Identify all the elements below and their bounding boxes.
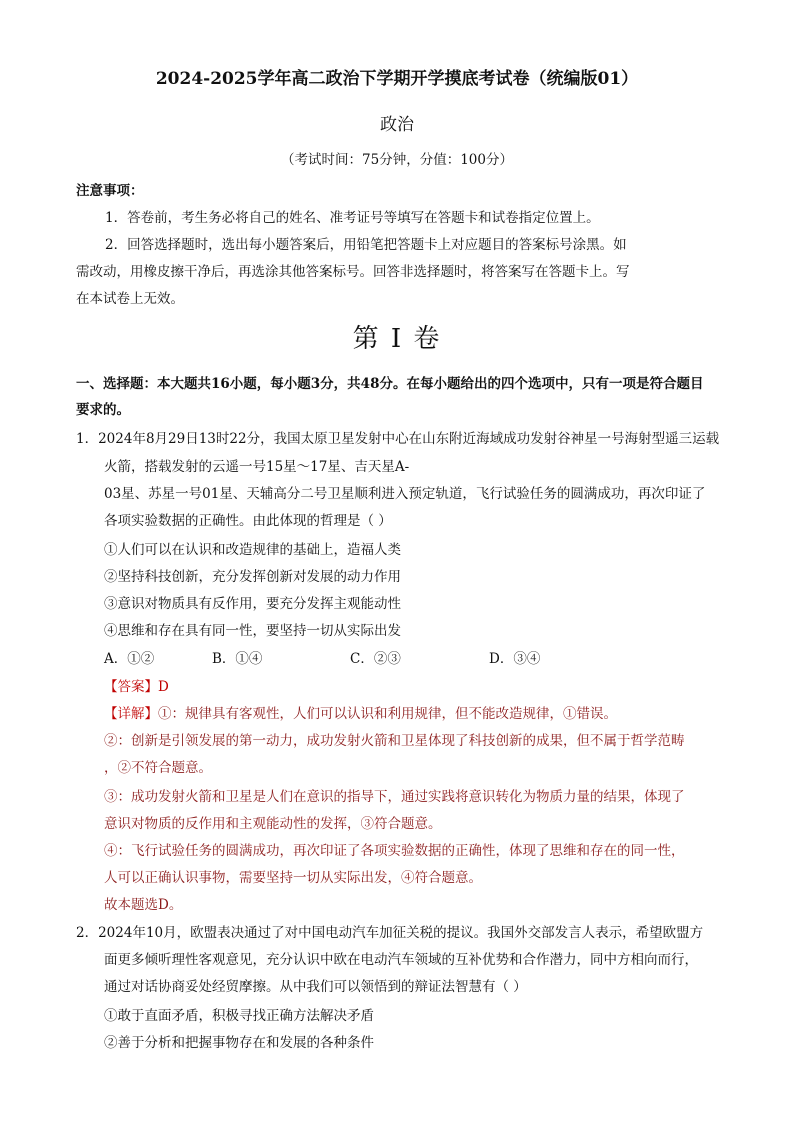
section-1-instruction-line-1: 一、选择题：本大题共16小题，每小题3分，共48分。在每小题给出的四个选项中，只有一项是符合题目: [76, 376, 704, 392]
notes-item-2-line-3: 在本试卷上无效。: [76, 291, 184, 307]
notes-item-2-line-2: 需改动，用橡皮擦干净后，再选涂其他答案标号。回答非选择题时，将答案写在答题卡上。写: [76, 264, 630, 280]
exam-info: （考试时间：75分钟，分值：100分）: [281, 152, 513, 168]
notes-item-1: 1．答卷前，考生务必将自己的姓名、准考证号等填写在答题卡和试卷指定位置上。: [105, 210, 600, 226]
q2-stem-line-3: 通过对话协商妥处经贸摩擦。从中我们可以领悟到的辩证法智慧有（ ）: [104, 979, 527, 995]
q1-statement-3: ③意识对物质具有反作用，要充分发挥主观能动性: [104, 596, 401, 612]
volume-title: 第 I 卷: [352, 324, 442, 354]
q1-option-d: D．③④: [489, 651, 541, 667]
q2-stem-line-1: 2．2024年10月，欧盟表决通过了对中国电动汽车加征关税的提议。我国外交部发言人表示，希望欧盟方: [76, 925, 704, 941]
q1-statement-4: ④思维和存在具有同一性，要坚持一切从实际出发: [104, 623, 401, 639]
q1-detail-point-2-line-2: ，②不符合题意。: [104, 760, 212, 776]
q1-stem-line-3: 03星、苏星一号01星、天辅高分二号卫星顺利进入预定轨道，飞行试验任务的圆满成功，再次印证了: [104, 486, 706, 502]
notes-heading: 注意事项：: [76, 183, 144, 199]
q1-detail-point-4-line-1: ④：飞行试验任务的圆满成功，再次印证了各项实验数据的正确性，体现了思维和存在的同一性，: [104, 843, 685, 859]
subject-heading: 政治: [380, 115, 414, 135]
q2-statement-1: ①敢于直面矛盾，积极寻找正确方法解决矛盾: [104, 1008, 374, 1024]
document-title: 2024-2025学年高二政治下学期开学摸底考试卷（统编版01）: [155, 69, 639, 89]
q1-detail-point-4-line-2: 人可以正确认识事物，需要坚持一切从实际出发，④符合题意。: [104, 870, 482, 886]
q1-detail-point-3-line-2: 意识对物质的反作用和主观能动性的发挥，③符合题意。: [104, 816, 442, 832]
q1-conclusion: 故本题选D。: [104, 897, 183, 913]
notes-item-2-line-1: 2．回答选择题时，选出每小题答案后，用铅笔把答题卡上对应题目的答案标号涂黑。如: [105, 237, 627, 253]
q2-statement-2: ②善于分析和把握事物存在和发展的各种条件: [104, 1035, 374, 1051]
q1-option-b: B．①④: [212, 651, 263, 667]
q1-detail-point-1: ①：规律具有客观性，人们可以认识和利用规律，但不能改造规律，①错误。: [158, 706, 617, 722]
q1-stem-line-1: 1．2024年8月29日13时22分，我国太原卫星发射中心在山东附近海域成功发射谷神星一号海射型遥三运载: [76, 431, 720, 447]
q1-statement-2: ②坚持科技创新，充分发挥创新对发展的动力作用: [104, 569, 401, 585]
q1-option-a: A．①②: [104, 651, 155, 667]
q1-stem-line-4: 各项实验数据的正确性。由此体现的哲理是（ ）: [104, 513, 392, 529]
q1-statement-1: ①人们可以在认识和改造规律的基础上，造福人类: [104, 542, 401, 558]
q1-stem-line-2: 火箭，搭载发射的云遥一号15星～17星、吉天星A-: [104, 459, 410, 475]
q1-detail-label: 【详解】: [104, 706, 158, 722]
q1-answer: 【答案】D: [104, 679, 169, 695]
q2-stem-line-2: 面更多倾听理性客观意见，充分认识中欧在电动汽车领域的互补优势和合作潜力，同中方相向而行，: [104, 952, 698, 968]
q1-detail-line-1: [104, 704, 617, 724]
section-1-instruction-line-2: 要求的。: [76, 402, 130, 418]
q1-detail-point-2-line-1: ②：创新是引领发展的第一动力，成功发射火箭和卫星体现了科技创新的成果，但不属于哲学范畴: [104, 733, 685, 749]
q1-option-c: C．②③: [350, 651, 401, 667]
q1-detail-point-3-line-1: ③：成功发射火箭和卫星是人们在意识的指导下，通过实践将意识转化为物质力量的结果，体现了: [104, 789, 685, 805]
